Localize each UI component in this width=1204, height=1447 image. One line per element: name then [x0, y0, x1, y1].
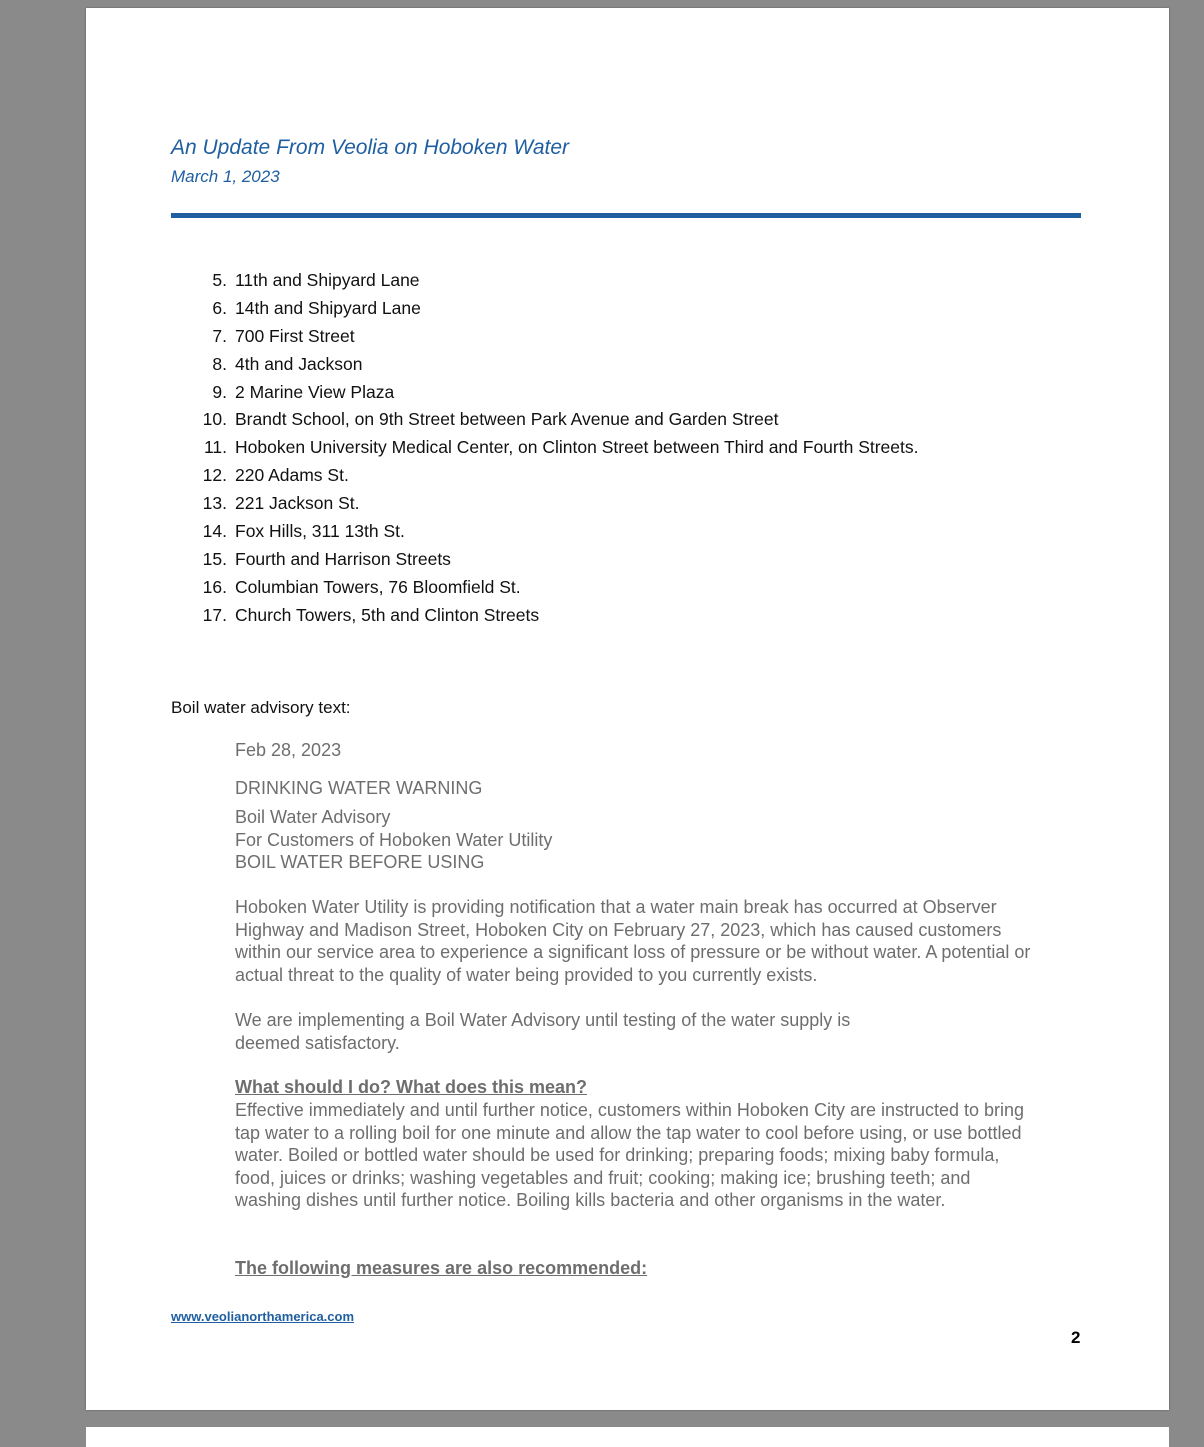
- list-item-number: 10.: [202, 409, 227, 430]
- list-item-number: 9.: [212, 381, 227, 402]
- advisory-paragraph-line: deemed satisfactory.: [235, 1032, 400, 1053]
- next-page-edge: [86, 1427, 1169, 1447]
- list-item: [194, 577, 919, 605]
- list-item: [194, 298, 919, 326]
- list-item-text: Fox Hills, 311 13th St.: [235, 521, 405, 542]
- list-item-text: Columbian Towers, 76 Bloomfield St.: [235, 576, 521, 597]
- advisory-paragraph: [235, 1009, 1035, 1054]
- page-number: 2: [1071, 1328, 1081, 1347]
- advisory-paragraph: Effective immediately and until further notice, customers within Hoboken City are instructed to bring tap water to a rolling boil for one minute and allow the tap water to cool before using, or use bottled water. Boiled or bottled water should be used for drinking; preparing foods; mixing baby formula, food, juices or drinks; washing vegetables and fruit; cooking; making ice; brushing teeth; and washing dishes until further notice. Boiling kills bacteria and other organisms in the water.: [235, 1100, 1025, 1211]
- advisory-title-line: Boil Water Advisory: [235, 807, 391, 827]
- advisory-paragraph: Hoboken Water Utility is providing notification that a water main break has occurred at Observer Highway and Madison Street, Hoboken City on February 27, 2023, which has caused customers within our service area to experience a significant loss of pressure or be without water. A potential or actual threat to the quality of water being provided to you currently exists.: [235, 897, 1031, 985]
- document-title: An Update From Veolia on Hoboken Water: [171, 136, 570, 159]
- advisory-section-heading: The following measures are also recommended:: [235, 1258, 648, 1278]
- list-item: [194, 382, 919, 410]
- list-item-number: 5.: [212, 270, 227, 290]
- list-item-number: 7.: [212, 325, 227, 346]
- list-item-number: 12.: [202, 465, 227, 486]
- list-item-text: 11th and Shipyard Lane: [235, 270, 420, 290]
- advisory-warning: DRINKING WATER WARNING: [235, 778, 483, 798]
- list-item: [194, 409, 919, 437]
- list-item-number: 17.: [202, 604, 227, 625]
- list-item-text: 14th and Shipyard Lane: [235, 297, 421, 318]
- list-item: [194, 354, 919, 382]
- advisory-date: Feb 28, 2023: [235, 740, 342, 760]
- list-item: [194, 549, 919, 577]
- footer-website-link[interactable]: www.veolianorthamerica.com: [171, 1309, 355, 1324]
- list-item-number: 14.: [202, 521, 227, 542]
- advisory-title-line: BOIL WATER BEFORE USING: [235, 852, 485, 873]
- list-item: [194, 326, 919, 354]
- list-item-number: 6.: [212, 297, 227, 318]
- list-item-text: Fourth and Harrison Streets: [235, 548, 451, 569]
- document-date: March 1, 2023: [171, 167, 280, 186]
- list-item-text: 221 Jackson St.: [235, 493, 360, 514]
- list-item: [194, 493, 919, 521]
- advisory-title-block: [235, 806, 1035, 874]
- list-item-text: 220 Adams St.: [235, 465, 349, 486]
- list-item-text: 2 Marine View Plaza: [235, 381, 395, 402]
- location-list: [194, 270, 919, 633]
- list-item-text: 4th and Jackson: [235, 353, 363, 374]
- advisory-section-heading: What should I do? What does this mean?: [235, 1077, 587, 1097]
- list-item-number: 13.: [202, 493, 227, 514]
- list-item-text: Church Towers, 5th and Clinton Streets: [235, 604, 540, 625]
- list-item: [194, 465, 919, 493]
- list-item-text: 700 First Street: [235, 325, 355, 346]
- list-item: [194, 437, 919, 465]
- list-item-number: 8.: [212, 353, 227, 374]
- advisory-title-line: For Customers of Hoboken Water Utility: [235, 829, 553, 850]
- list-item-text: Hoboken University Medical Center, on Clinton Street between Third and Fourth Streets.: [235, 437, 919, 458]
- list-item-text: Brandt School, on 9th Street between Park Avenue and Garden Street: [235, 409, 779, 430]
- document-page: [86, 8, 1169, 1410]
- list-item-number: 15.: [202, 548, 227, 569]
- advisory-paragraph-line: We are implementing a Boil Water Advisory until testing of the water supply is: [235, 1010, 851, 1030]
- list-item: [194, 270, 919, 298]
- list-item-number: 11.: [203, 437, 227, 458]
- list-item: [194, 521, 919, 549]
- list-item: [194, 605, 919, 633]
- header-divider: [171, 213, 1081, 218]
- advisory-label: Boil water advisory text:: [171, 698, 351, 717]
- list-item-number: 16.: [202, 576, 227, 597]
